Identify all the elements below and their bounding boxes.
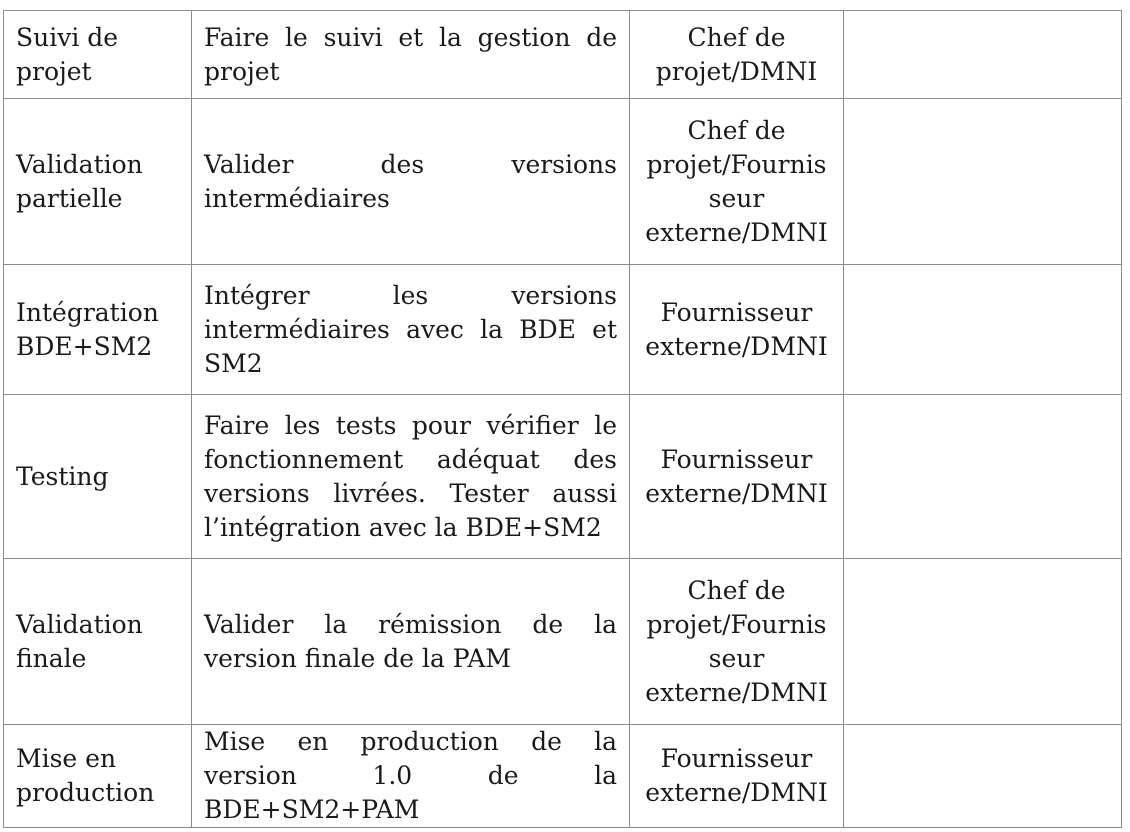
activity-cell [4,11,192,99]
activity-text-line: Intégration [16,297,159,327]
activity-cell [4,395,192,559]
activity-text-line: projet [16,56,92,86]
responsible-text-line: Fournisseur [660,297,813,327]
responsible-cell [630,725,844,828]
activity-cell [4,559,192,725]
description-text: Faire le suivi et la gestion de projet [204,22,617,86]
description-cell [192,395,630,559]
table-body [4,11,1122,828]
responsible-cell [630,11,844,99]
responsible-text-line: projet/DMNI [655,56,818,86]
activity-cell [4,725,192,828]
responsible-cell [630,265,844,395]
responsible-cell [630,99,844,265]
description-cell [192,559,630,725]
empty-cell [844,99,1122,265]
activity-text-line: Testing [16,461,109,491]
empty-cell [844,725,1122,828]
table-row [4,265,1122,395]
activity-text-line: BDE+SM2 [16,331,153,361]
description-cell [192,99,630,265]
description-cell [192,725,630,828]
responsible-text-line: seur [708,643,765,673]
description-text: Mise en production de la version 1.0 de la BDE+SM2+PAM [204,727,617,824]
activity-text-line: Suivi de [16,22,119,52]
responsible-text-line: Chef de [687,22,786,52]
responsible-text-line: externe/DMNI [645,217,828,247]
responsible-text-line: externe/DMNI [645,778,828,807]
activity-text-line: Validation [16,149,143,179]
table-row [4,11,1122,99]
empty-cell [844,11,1122,99]
responsible-text-line: seur [708,183,765,213]
responsible-text-line: projet/Fournis [646,149,827,179]
activity-text-line: Mise en [16,744,117,773]
responsible-text-line: Fournisseur [660,744,813,773]
description-text: Valider la rémission de la version finale de la PAM [204,609,617,673]
responsible-cell [630,559,844,725]
description-text: Faire les tests pour vérifier le fonctionnement adéquat des versions livrées. Tester aussi l’intégration avec la BDE+SM2 [204,410,617,542]
responsible-text-line: Chef de [687,115,786,145]
table-row [4,725,1122,828]
responsible-text-line: projet/Fournis [646,609,827,639]
empty-cell [844,265,1122,395]
activity-text-line: finale [16,643,87,673]
activity-text-line: Validation [16,609,143,639]
table-row [4,99,1122,265]
description-cell [192,265,630,395]
table-row [4,559,1122,725]
project-activity-table [3,10,1122,828]
activity-text-line: production [16,778,155,807]
responsible-cell [630,395,844,559]
activity-text-line: partielle [16,183,123,213]
activity-cell [4,265,192,395]
responsible-text-line: externe/DMNI [645,331,828,361]
activity-cell [4,99,192,265]
responsible-text-line: externe/DMNI [645,677,828,707]
table-row [4,395,1122,559]
description-text: Valider des versions intermédiaires [204,149,617,213]
description-cell [192,11,630,99]
empty-cell [844,559,1122,725]
responsible-text-line: Fournisseur [660,444,813,474]
responsible-text-line: externe/DMNI [645,478,828,508]
empty-cell [844,395,1122,559]
description-text: Intégrer les versions intermédiaires avec la BDE et SM2 [204,280,617,378]
responsible-text-line: Chef de [687,575,786,605]
